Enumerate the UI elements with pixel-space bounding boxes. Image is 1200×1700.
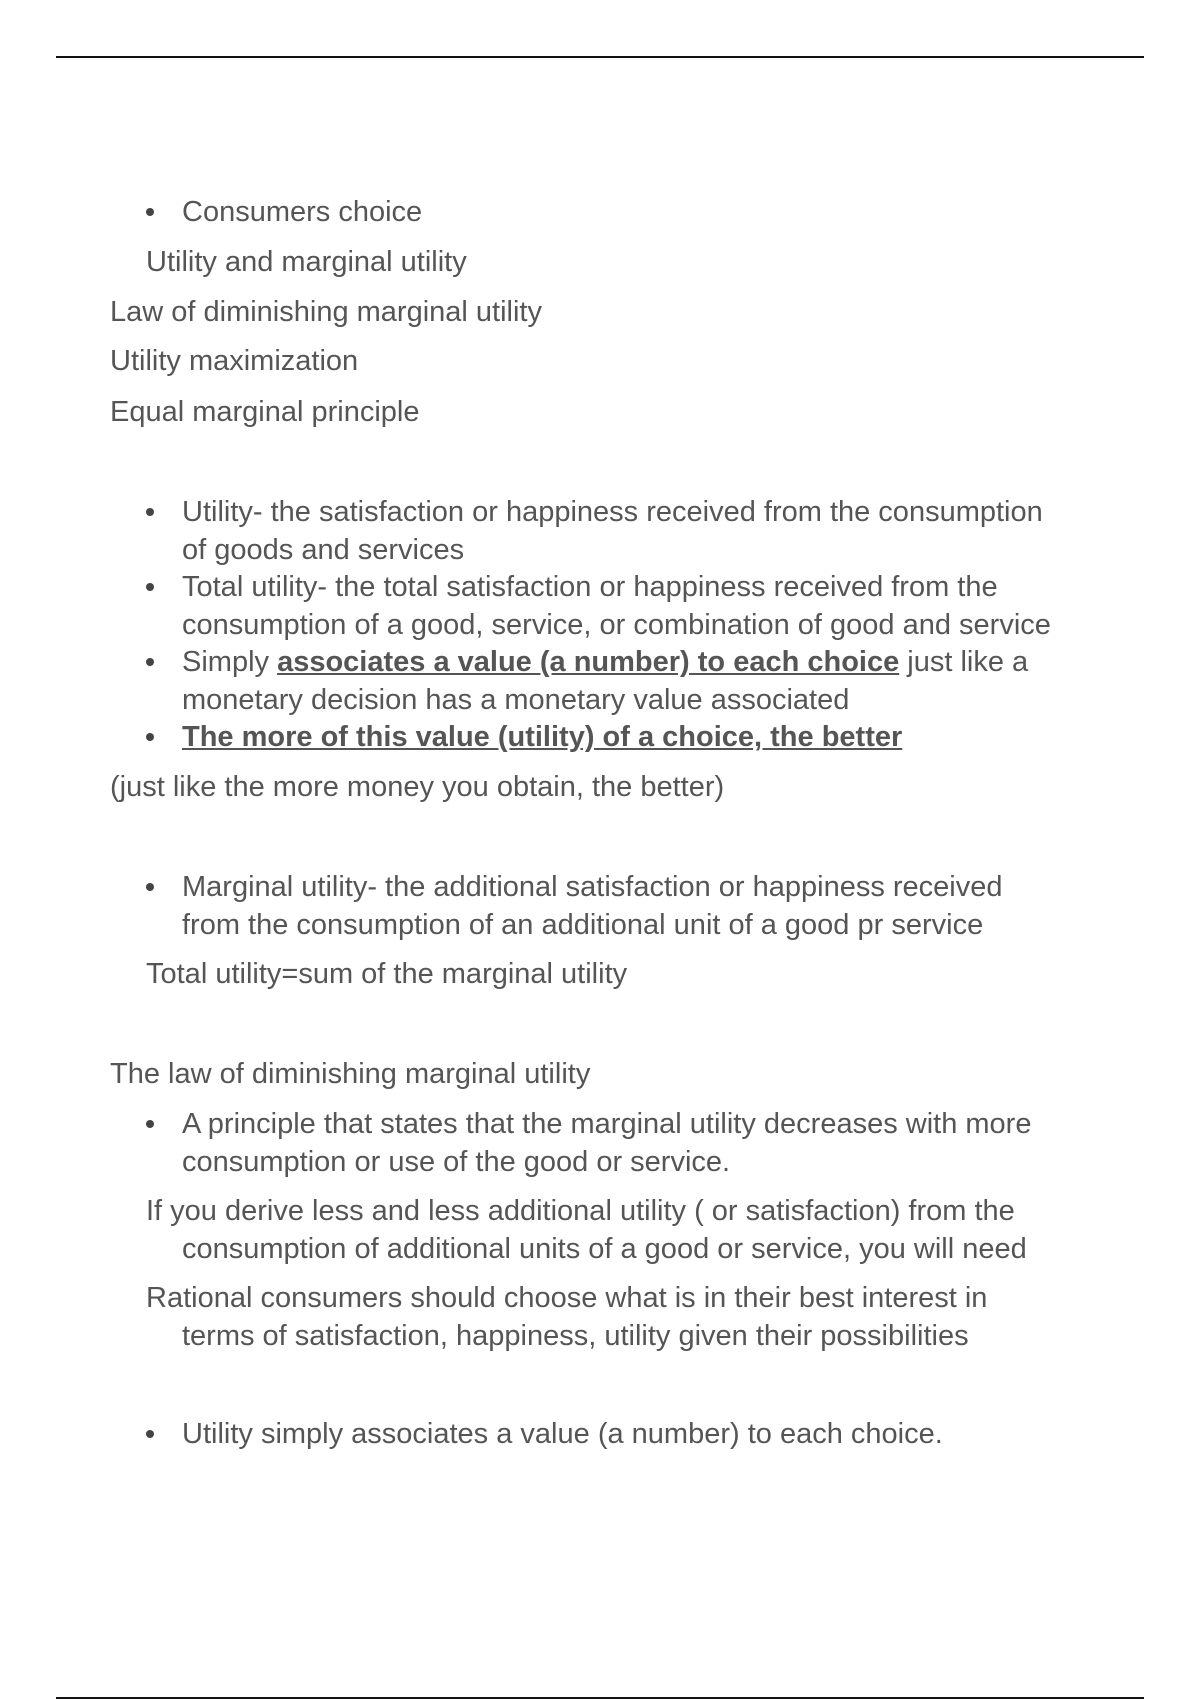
outline-utility-marginal: Utility and marginal utility — [146, 246, 467, 278]
bullet-dot — [146, 208, 154, 216]
outline-maximization: Utility maximization — [110, 345, 359, 377]
bullet-utility-simply: Utility simply associates a value (a number) to each choice. — [146, 1415, 1126, 1453]
derive-line1: If you derive less and less additional utility ( or satisfaction) from the — [146, 1195, 1015, 1227]
rational-line1: Rational consumers should choose what is in their best interest in — [146, 1282, 988, 1314]
bullet-dot — [146, 583, 154, 591]
utility-def-line1: Utility- the satisfaction or happiness received from the consumption — [182, 496, 1043, 528]
bullet-dot — [146, 733, 154, 741]
more-value-emphasis: The more of this value (utility) of a choice, the better — [182, 721, 903, 753]
money-note: (just like the more money you obtain, the better) — [110, 771, 725, 803]
outline-law: Law of diminishing marginal utility — [110, 296, 542, 328]
rational-paragraph — [146, 1279, 1146, 1355]
bullet-marginal-utility — [146, 868, 1126, 944]
bullet-dot — [146, 1120, 154, 1128]
total-utility-sum: Total utility=sum of the marginal utility — [146, 958, 628, 990]
outline-equal-marginal: Equal marginal principle — [110, 396, 420, 428]
simply-line1: Simply associates a value (a number) to each choice just like a — [182, 646, 1029, 678]
marginal-line1: Marginal utility- the additional satisfaction or happiness received — [182, 871, 1003, 903]
bullet-dot — [146, 658, 154, 666]
bullet-dot — [146, 1430, 154, 1438]
simply-emphasis: associates a value (a number) to each choice — [277, 646, 900, 678]
total-def-line2: consumption of a good, service, or combination of good and service — [182, 609, 1051, 641]
bullet-consumers-choice: Consumers choice — [146, 193, 1126, 231]
derive-line2: consumption of additional units of a good or service, you will need — [182, 1233, 1027, 1265]
principle-line1: A principle that states that the marginal utility decreases with more — [182, 1108, 1032, 1140]
header-rule — [56, 56, 1144, 58]
rational-line2: terms of satisfaction, happiness, utility given their possibilities — [182, 1320, 969, 1352]
utility-def-line2: of goods and services — [182, 534, 465, 566]
law-heading: The law of diminishing marginal utility — [110, 1058, 591, 1090]
principle-line2: consumption or use of the good or service. — [182, 1146, 731, 1178]
marginal-line2: from the consumption of an additional unit of a good pr service — [182, 909, 984, 941]
bullet-total-utility — [146, 568, 1126, 644]
bullet-law-principle — [146, 1105, 1126, 1181]
derive-paragraph — [146, 1192, 1146, 1268]
simply-line2: monetary decision has a monetary value associated — [182, 684, 850, 716]
total-def-line1: Total utility- the total satisfaction or happiness received from the — [182, 571, 998, 603]
bullet-dot — [146, 508, 154, 516]
footer-rule — [56, 1697, 1144, 1699]
bullet-utility-definition — [146, 493, 1126, 569]
bullet-more-value — [146, 718, 1126, 756]
bullet-simply-associates — [146, 643, 1126, 719]
bullet-dot — [146, 883, 154, 891]
